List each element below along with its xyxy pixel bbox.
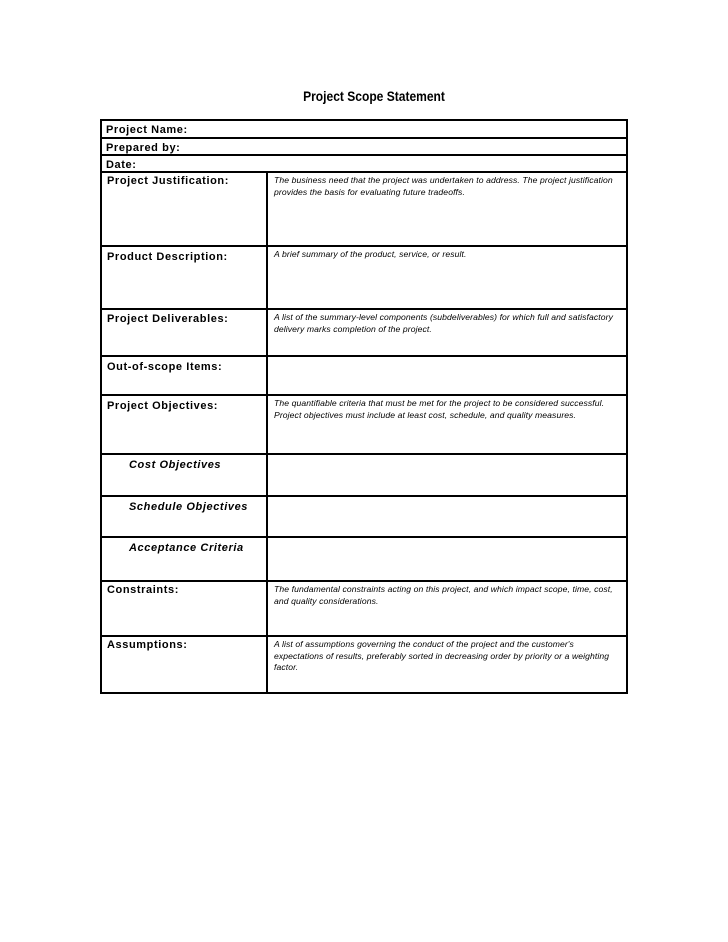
product-description-row [102, 247, 626, 310]
scope-form-table [100, 119, 628, 694]
schedule-objectives-description[interactable] [268, 497, 626, 536]
acceptance-criteria-row [102, 538, 626, 582]
project-objectives-row [102, 396, 626, 455]
date-label: Date: [106, 159, 137, 171]
acceptance-criteria-description[interactable] [268, 538, 626, 580]
assumptions-description[interactable]: A list of assumptions governing the conduct of the project and the customer's expectations of results, preferably sorted in decreasing order by priority or a weighting factor. [274, 639, 610, 672]
product-description-description[interactable]: A brief summary of the product, service, or result. [274, 249, 467, 259]
prepared-by-label: Prepared by: [106, 142, 181, 154]
acceptance-criteria-label: Acceptance Criteria [102, 538, 268, 580]
schedule-objectives-label: Schedule Objectives [102, 497, 268, 536]
constraints-description[interactable]: The fundamental constraints acting on this project, and which impact scope, time, cost, and quality considerations. [274, 584, 613, 606]
assumptions-label: Assumptions: [102, 637, 268, 692]
project-deliverables-description[interactable]: A list of the summary-level components (subdeliverables) for which full and satisfactory delivery marks completion of the project. [274, 312, 613, 334]
constraints-label: Constraints: [102, 582, 268, 635]
cost-objectives-description[interactable] [268, 455, 626, 495]
cost-objectives-label: Cost Objectives [102, 455, 268, 495]
project-objectives-description[interactable]: The quantifiable criteria that must be met for the project to be considered successful. Project objectives must include at least cost, schedule, and quality measures. [274, 398, 605, 420]
project-name-label: Project Name: [106, 124, 188, 136]
schedule-objectives-row [102, 497, 626, 538]
out-of-scope-label: Out-of-scope Items: [102, 357, 268, 394]
out-of-scope-row [102, 357, 626, 396]
project-justification-description[interactable]: The business need that the project was undertaken to address. The project justification provides the basis for evaluating future tradeoffs. [274, 175, 613, 197]
project-deliverables-row [102, 310, 626, 357]
project-name-row[interactable] [102, 121, 626, 139]
prepared-by-row[interactable] [102, 139, 626, 156]
product-description-label: Product Description: [102, 247, 268, 308]
project-justification-label: Project Justification: [102, 173, 268, 245]
project-objectives-label: Project Objectives: [102, 396, 268, 453]
project-deliverables-label: Project Deliverables: [102, 310, 268, 355]
project-justification-row [102, 173, 626, 247]
out-of-scope-description[interactable] [268, 357, 626, 394]
cost-objectives-row [102, 455, 626, 497]
date-row[interactable] [102, 156, 626, 173]
assumptions-row [102, 637, 626, 692]
page-title: Project Scope Statement [303, 88, 445, 104]
constraints-row [102, 582, 626, 637]
